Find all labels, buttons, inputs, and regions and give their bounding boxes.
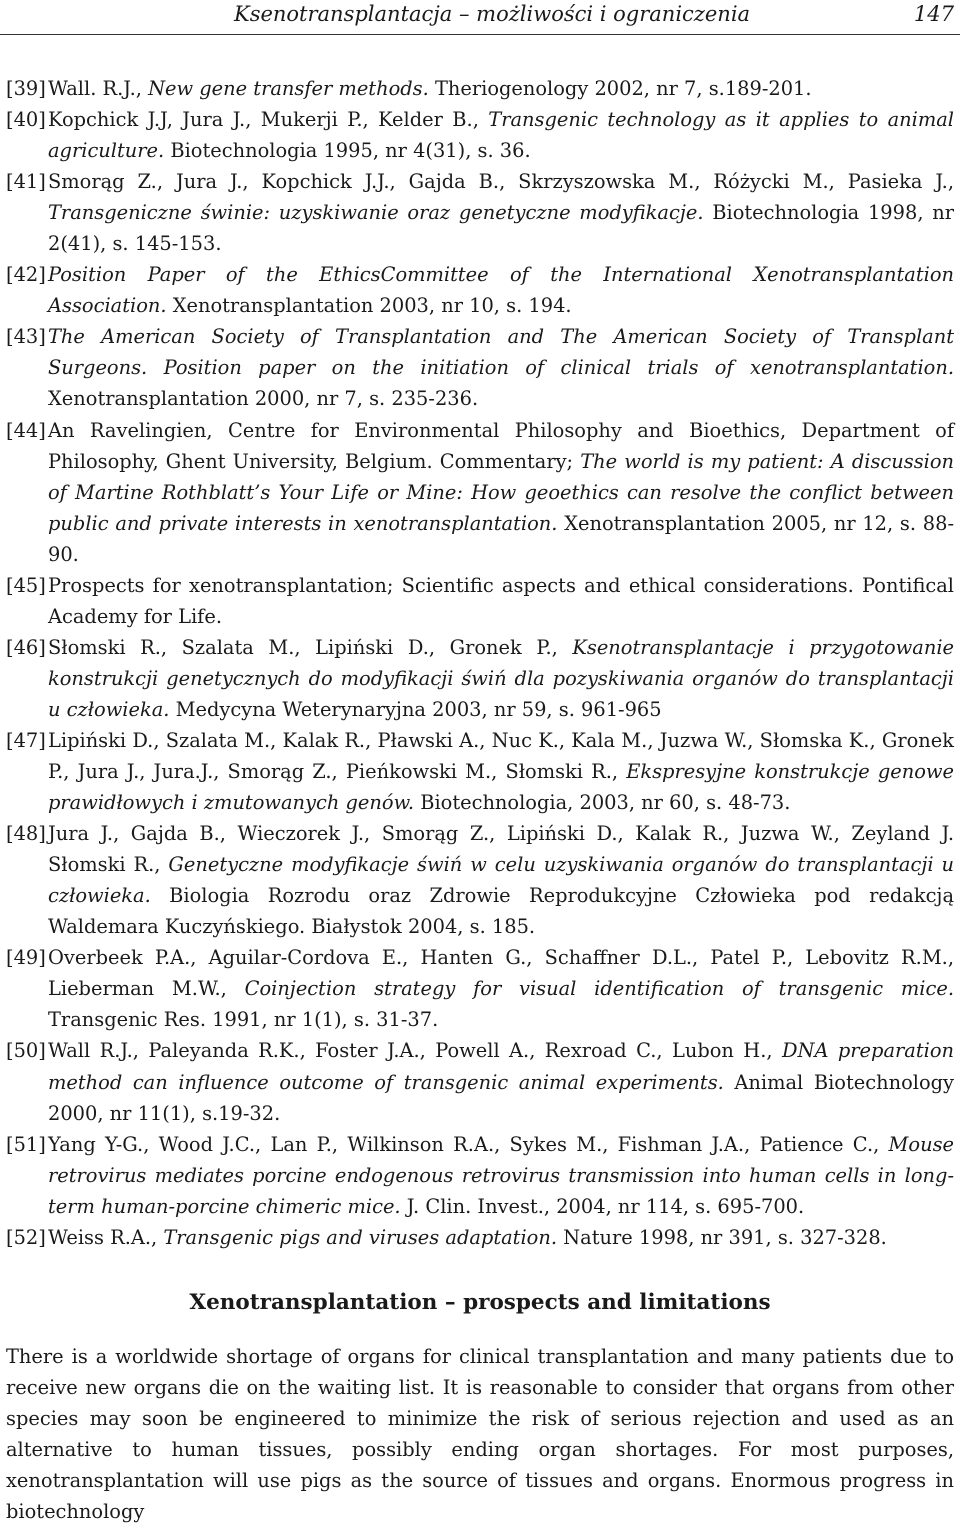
reference-title: Position Paper of the EthicsCommittee of the International Xenotransplantation Association. [48,263,954,318]
reference-item [6,632,954,725]
reference-source: Animal Biotechnology 2000, nr 11(1), s.19-32. [48,1070,954,1125]
running-header [0,0,960,35]
reference-item [6,73,954,104]
reference-item [6,321,954,414]
reference-item [6,104,954,166]
reference-list [6,73,954,1253]
reference-title: Ekspresyjne konstrukcje genowe prawidłowych i zmutowanych genów. [48,760,954,815]
page-number: 147 [913,2,954,26]
reference-authors: An Ravelingien, Centre for Environmental Philosophy and Bioethics, Department of Philosophy, Ghent University, Belgium. Commentary; [48,418,954,473]
reference-item [6,1035,954,1128]
reference-number: [46] [6,635,46,659]
reference-source: Xenotransplantation 2003, nr 10, s. 194. [166,294,572,318]
reference-authors: Overbeek P.A., Aguilar-Cordova E., Hanten G., Schaffner D.L., Patel P., Lebovitz R.M., Lieberman M.W., [48,946,954,1001]
reference-number: [51] [6,1132,46,1156]
reference-title: Genetyczne modyfikacje świń w celu uzyskiwania organów do transplantacji u człowieka. [48,853,954,908]
section-title: Xenotransplantation – prospects and limitations [189,1290,771,1315]
section-body: There is a worldwide shortage of organs for clinical transplantation and many patients due to receive new organs die on the waiting list. It is reasonable to consider that organs from other species may soon be engineered to minimize the risk of serious rejection and used as an alternative to human tissues, possibly ending organ shortages. For most purposes, xenotransplantation will use pigs as the source of tissues and organs. Enormous progress in biotechnology [6,1345,954,1523]
reference-title: Transgenic technology as it applies to animal agriculture. [48,108,955,163]
reference-item [6,415,954,570]
reference-number: [40] [6,108,46,132]
reference-title: The American Society of Transplantation and The American Society of Transplant Surgeons. Position paper on the initiation of clinical trials of xenotransplantation. [48,325,954,380]
reference-authors: Wall. R.J., [48,77,149,100]
reference-item [6,942,954,1035]
reference-source: Xenotransplantation 2005, nr 12, s. 88-90. [48,511,954,566]
reference-item [6,166,954,259]
reference-item [6,1222,954,1253]
reference-authors: Jura J., Gajda B., Wieczorek J., Smorąg Z., Lipiński D., Kalak R., Juzwa W., Zeyland J. Słomski R., [48,822,954,877]
reference-source: Biotechnologia 1998, nr 2(41), s. 145-153. [48,201,955,256]
reference-authors: Kopchick J.J, Jura J., Mukerji P., Kelder B., [48,108,489,132]
reference-number: [43] [6,325,46,349]
reference-title: Transgeniczne świnie: uzyskiwanie oraz genetyczne modyfikacje. [48,201,704,225]
reference-source: Nature 1998, nr 391, s. 327-328. [557,1225,887,1249]
reference-title: New gene transfer methods. [148,77,429,100]
running-title: Ksenotransplantacja – możliwości i ograniczenia [234,2,751,26]
reference-title: Ksenotransplantacje i przygotowanie konstrukcji genetycznych do modyfikacji świń dla pozyskiwania organów do transplantacji u człowieka. [48,635,954,721]
reference-title: The world is my patient: A discussion of Martine Rothblatt’s Your Life or Mine: How geoethics can resolve the conflict between public and private interests in xenotransplantation. [48,449,955,535]
reference-item [6,570,954,632]
reference-source: J. Clin. Invest., 2004, nr 114, s. 695-700. [400,1194,805,1218]
reference-item [6,1129,954,1222]
reference-number: [44] [6,418,46,442]
reference-source: Xenotransplantation 2000, nr 7, s. 235-236. [48,387,479,411]
reference-number: [45] [6,573,46,597]
reference-number: [41] [6,170,46,194]
reference-number: [49] [6,946,46,970]
reference-authors: Prospects for xenotransplantation; Scientific aspects and ethical considerations. Pontifical Academy for Life. [48,573,954,628]
reference-authors: Słomski R., Szalata M., Lipiński D., Gronek P., [48,635,573,659]
reference-title: Coinjection strategy for visual identification of transgenic mice. [244,977,955,1001]
reference-authors: Smorąg Z., Jura J., Kopchick J.J., Gajda B., Skrzyszowska M., Różycki M., Pasieka J., [48,170,954,194]
reference-title: Mouse retrovirus mediates porcine endogenous retrovirus transmission into human cells in long-term human-porcine chimeric mice. [48,1132,954,1218]
reference-title: Transgenic pigs and viruses adaptation. [163,1225,558,1249]
reference-number: [39] [6,77,46,100]
reference-title: DNA preparation method can influence outcome of transgenic animal experiments. [48,1039,954,1094]
reference-item [6,259,954,321]
reference-source: Biologia Rozrodu oraz Zdrowie Reprodukcyjne Człowieka pod redakcją Waldemara Kuczyńskiego. Białystok 2004, s. 185. [48,884,954,939]
reference-number: [47] [6,728,46,752]
reference-source: Biotechnologia 1995, nr 4(31), s. 36. [164,139,531,163]
reference-number: [50] [6,1039,46,1063]
reference-source: Medycyna Weterynaryjna 2003, nr 59, s. 961-965 [169,697,662,721]
reference-number: [52] [6,1225,46,1249]
reference-authors: Yang Y-G., Wood J.C., Lan P., Wilkinson R.A., Sykes M., Fishman J.A., Patience C., [48,1132,889,1156]
reference-source: Biotechnologia, 2003, nr 60, s. 48-73. [414,791,791,815]
reference-authors: Lipiński D., Szalata M., Kalak R., Pławski A., Nuc K., Kala M., Juzwa W., Słomska K., Gronek P., Jura J., Jura.J., Smorąg Z., Pieńkowski M., Słomski R., [48,728,954,784]
reference-item [6,818,954,942]
reference-source: Transgenic Res. 1991, nr 1(1), s. 31-37. [48,1008,439,1032]
reference-number: [48] [6,822,46,846]
reference-item [6,725,954,818]
reference-number: [42] [6,263,46,287]
reference-source: Theriogenology 2002, nr 7, s.189-201. [428,77,812,100]
reference-authors: Wall R.J., Paleyanda R.K., Foster J.A., Powell A., Rexroad C., Lubon H., [48,1039,782,1063]
reference-authors: Weiss R.A., [48,1225,164,1249]
